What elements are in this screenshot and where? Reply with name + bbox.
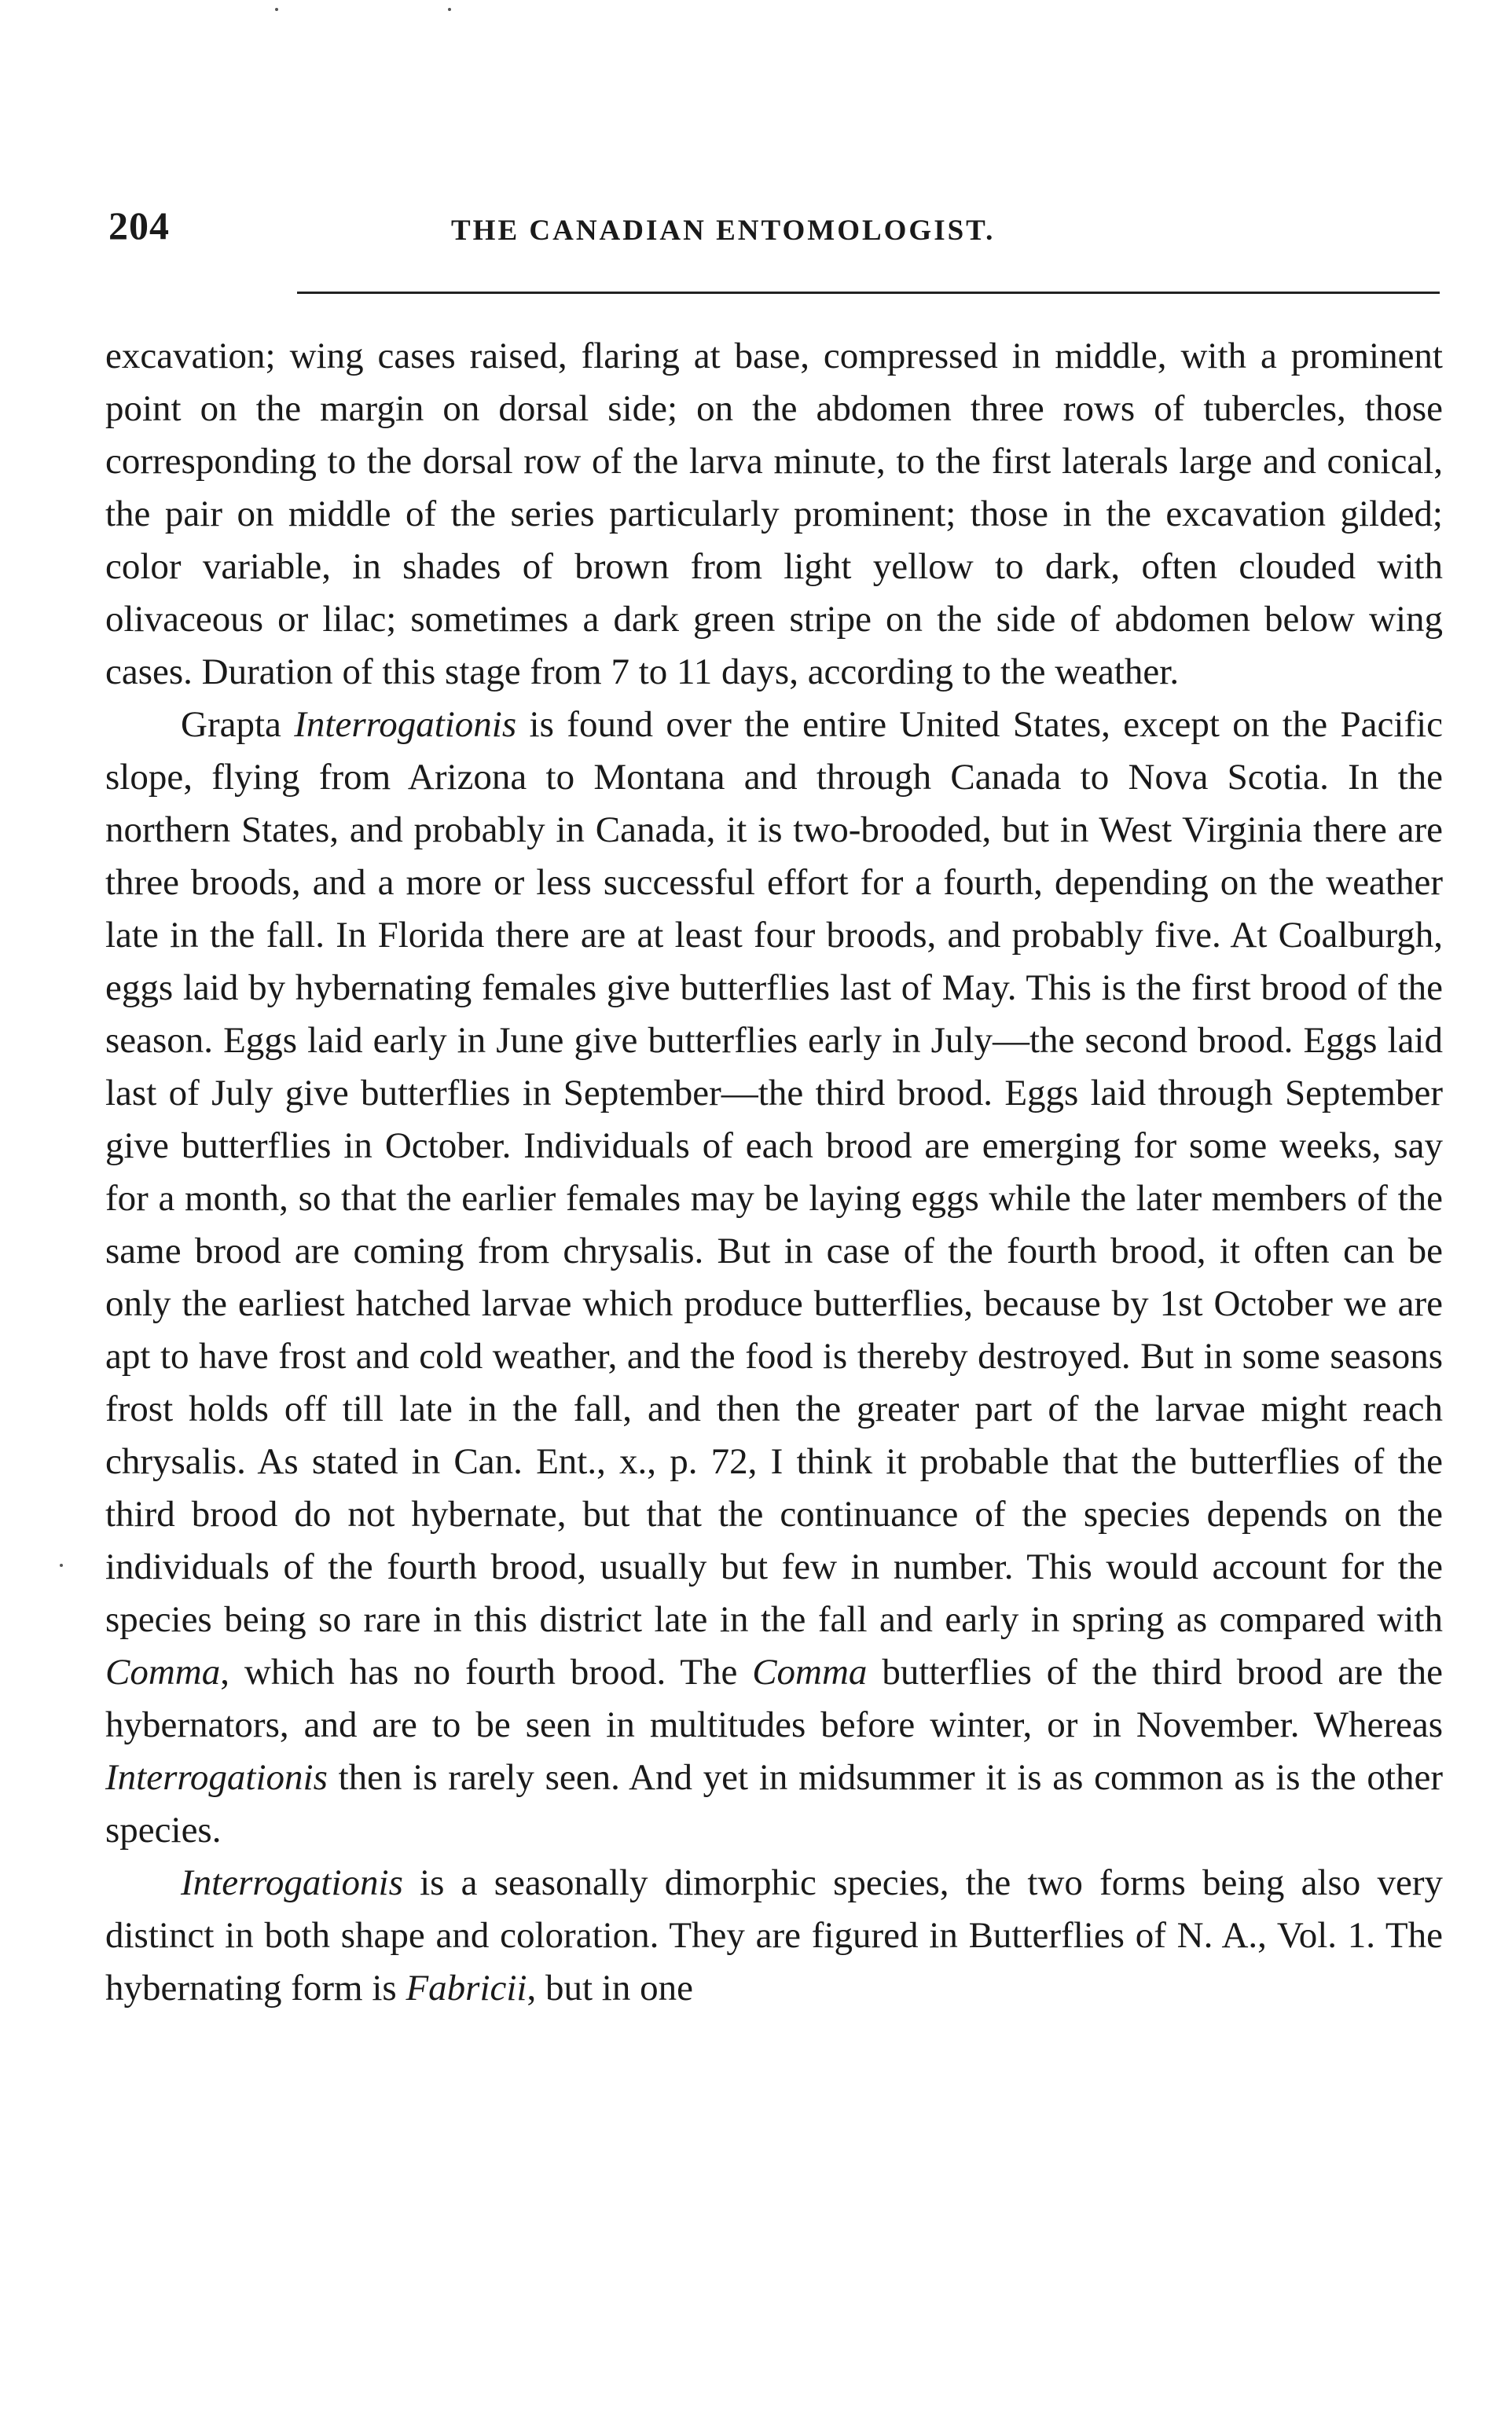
page-number: 204 (108, 204, 170, 248)
italic-text: Interrogationis (105, 1757, 328, 1798)
scan-speck (275, 8, 278, 11)
scan-speck (448, 8, 451, 11)
paragraph (105, 1857, 1443, 2015)
italic-text: Fabricii (406, 1968, 527, 2009)
running-header (108, 203, 1440, 258)
text-run: then is rarely seen. And yet in midsummer it is as common as is the other species. (105, 1757, 1443, 1851)
italic-text: Interrogationis (181, 1862, 403, 1903)
running-title: THE CANADIAN ENTOMOLOGIST. (451, 215, 996, 247)
paragraph (105, 330, 1443, 699)
italic-text: Comma (752, 1652, 868, 1693)
body-text (105, 330, 1443, 2015)
scan-speck (60, 1564, 63, 1567)
text-run: , which has no fourth brood. The (220, 1652, 753, 1693)
text-run: excavation; wing cases raised, flaring at base, compressed in middle, with a prominent point on the margin on dorsal side; on the abdomen three rows of tubercles, those corresponding to the dorsal row of the larva minute, to the first laterals large and conical, the pair on middle of the series particularly prominent; those in the excavation gilded; color variable, in shades of brown from light yellow to dark, often clouded with olivaceous or lilac; sometimes a dark green stripe on the side of abdomen below wing cases. Duration of this stage from 7 to 11 days, according to the weather. (105, 336, 1443, 692)
italic-text: Interrogationis (294, 704, 517, 745)
text-run: is found over the entire United States, except on the Pacific slope, flying from Arizona to Montana and through Canada to Nova Scotia. In the northern States, and probably in Canada, it is two-brooded, but in West Virginia there are three broods, and a more or less successful effort for a fourth, depending on the weather late in the fall. In Florida there are at least four broods, and probably five. At Coalburgh, eggs laid by hybernating females give butterflies last of May. This is the first brood of the season. Eggs laid early in June give butterflies early in July—the second brood. Eggs laid last of July give butterflies in September—the third brood. Eggs laid through September give butterflies in October. Individuals of each brood are emerging for some weeks, say for a month, so that the earlier females may be laying eggs while the later members of the same brood are coming from chrysalis. But in case of the fourth brood, it often can be only the earliest hatched larvae which produce butterflies, because by 1st October we are apt to have frost and cold weather, and the food is thereby destroyed. But in some seasons frost holds off till late in the fall, and then the greater part of the larvae might reach chrysalis. As stated in Can. Ent., x., p. 72, I think it probable that the butterflies of the third brood do not hybernate, but that the continuance of the species depends on the individuals of the fourth brood, usually but few in number. This would account for the species being so rare in this district late in the fall and early in spring as compared with (105, 704, 1444, 1640)
text-run: butterflies of the third brood are the hybernators, and are to be seen in multitudes before winter, or in November. Whereas (105, 1652, 1443, 1745)
paragraph (105, 699, 1443, 1857)
text-run: , but in one (527, 1968, 693, 2009)
text-run: Grapta (181, 704, 295, 745)
header-rule (297, 292, 1440, 294)
text-run: is a seasonally dimorphic species, the two forms being also very distinct in both shape and coloration. They are figured in Butterflies of N. A., Vol. 1. The hybernating form is (105, 1862, 1443, 2009)
italic-text: Comma (105, 1652, 221, 1693)
